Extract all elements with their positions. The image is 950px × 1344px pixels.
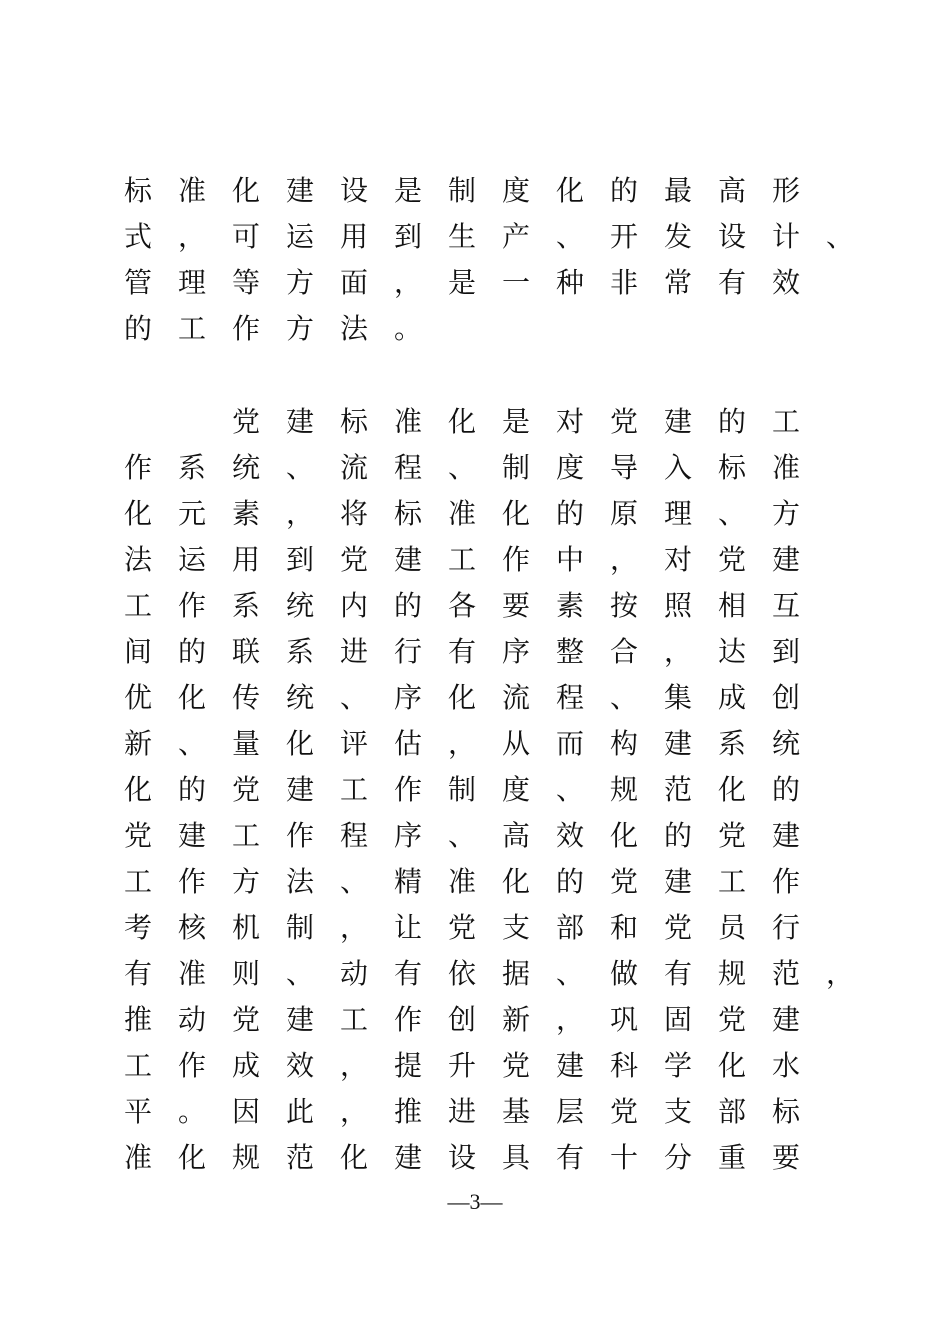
paragraph-line: 间的联系进行有序整合，达到 xyxy=(124,635,827,668)
paragraph-line: 工作系统内的各要素按照相互 xyxy=(124,589,827,622)
paragraph-line: 有准则、动有依据、做有规范， xyxy=(124,957,881,990)
paragraph-line: 党建工作程序、高效化的党建 xyxy=(124,819,827,852)
paragraph-line: 的工作方法。 xyxy=(124,312,449,345)
paragraph-line: 平。因此，推进基层党支部标 xyxy=(124,1095,827,1128)
paragraph-line: 工作成效，提升党建科学化水 xyxy=(124,1049,827,1082)
paragraph-line: 推动党建工作创新，巩固党建 xyxy=(124,1003,827,1036)
paragraph-line: 考核机制，让党支部和党员行 xyxy=(124,911,827,944)
paragraph-line: 化元素，将标准化的原理、方 xyxy=(124,497,827,530)
paragraph-line: 化的党建工作制度、规范化的 xyxy=(124,773,827,806)
paragraph-line: 标准化建设是制度化的最高形 xyxy=(124,174,827,207)
page-number: —3— xyxy=(447,1189,503,1214)
paragraph-line: 法运用到党建工作中，对党建 xyxy=(124,543,827,576)
paragraph-line: 党建标准化是对党建的工 xyxy=(232,405,827,438)
paragraph-line: 新、量化评估，从而构建系统 xyxy=(124,727,827,760)
paragraph-line: 管理等方面，是一种非常有效 xyxy=(124,266,827,299)
paragraph-1 xyxy=(124,168,881,352)
paragraph-line: 工作方法、精准化的党建工作 xyxy=(124,865,827,898)
paragraph-line: 作系统、流程、制度导入标准 xyxy=(124,451,827,484)
paragraph-line: 准化规范化建设具有十分重要 xyxy=(124,1141,827,1174)
paragraph-line: 式，可运用到生产、开发设计、 xyxy=(124,220,881,253)
paragraph-line: 优化传统、序化流程、集成创 xyxy=(124,681,827,714)
paragraph-2 xyxy=(124,399,881,1181)
